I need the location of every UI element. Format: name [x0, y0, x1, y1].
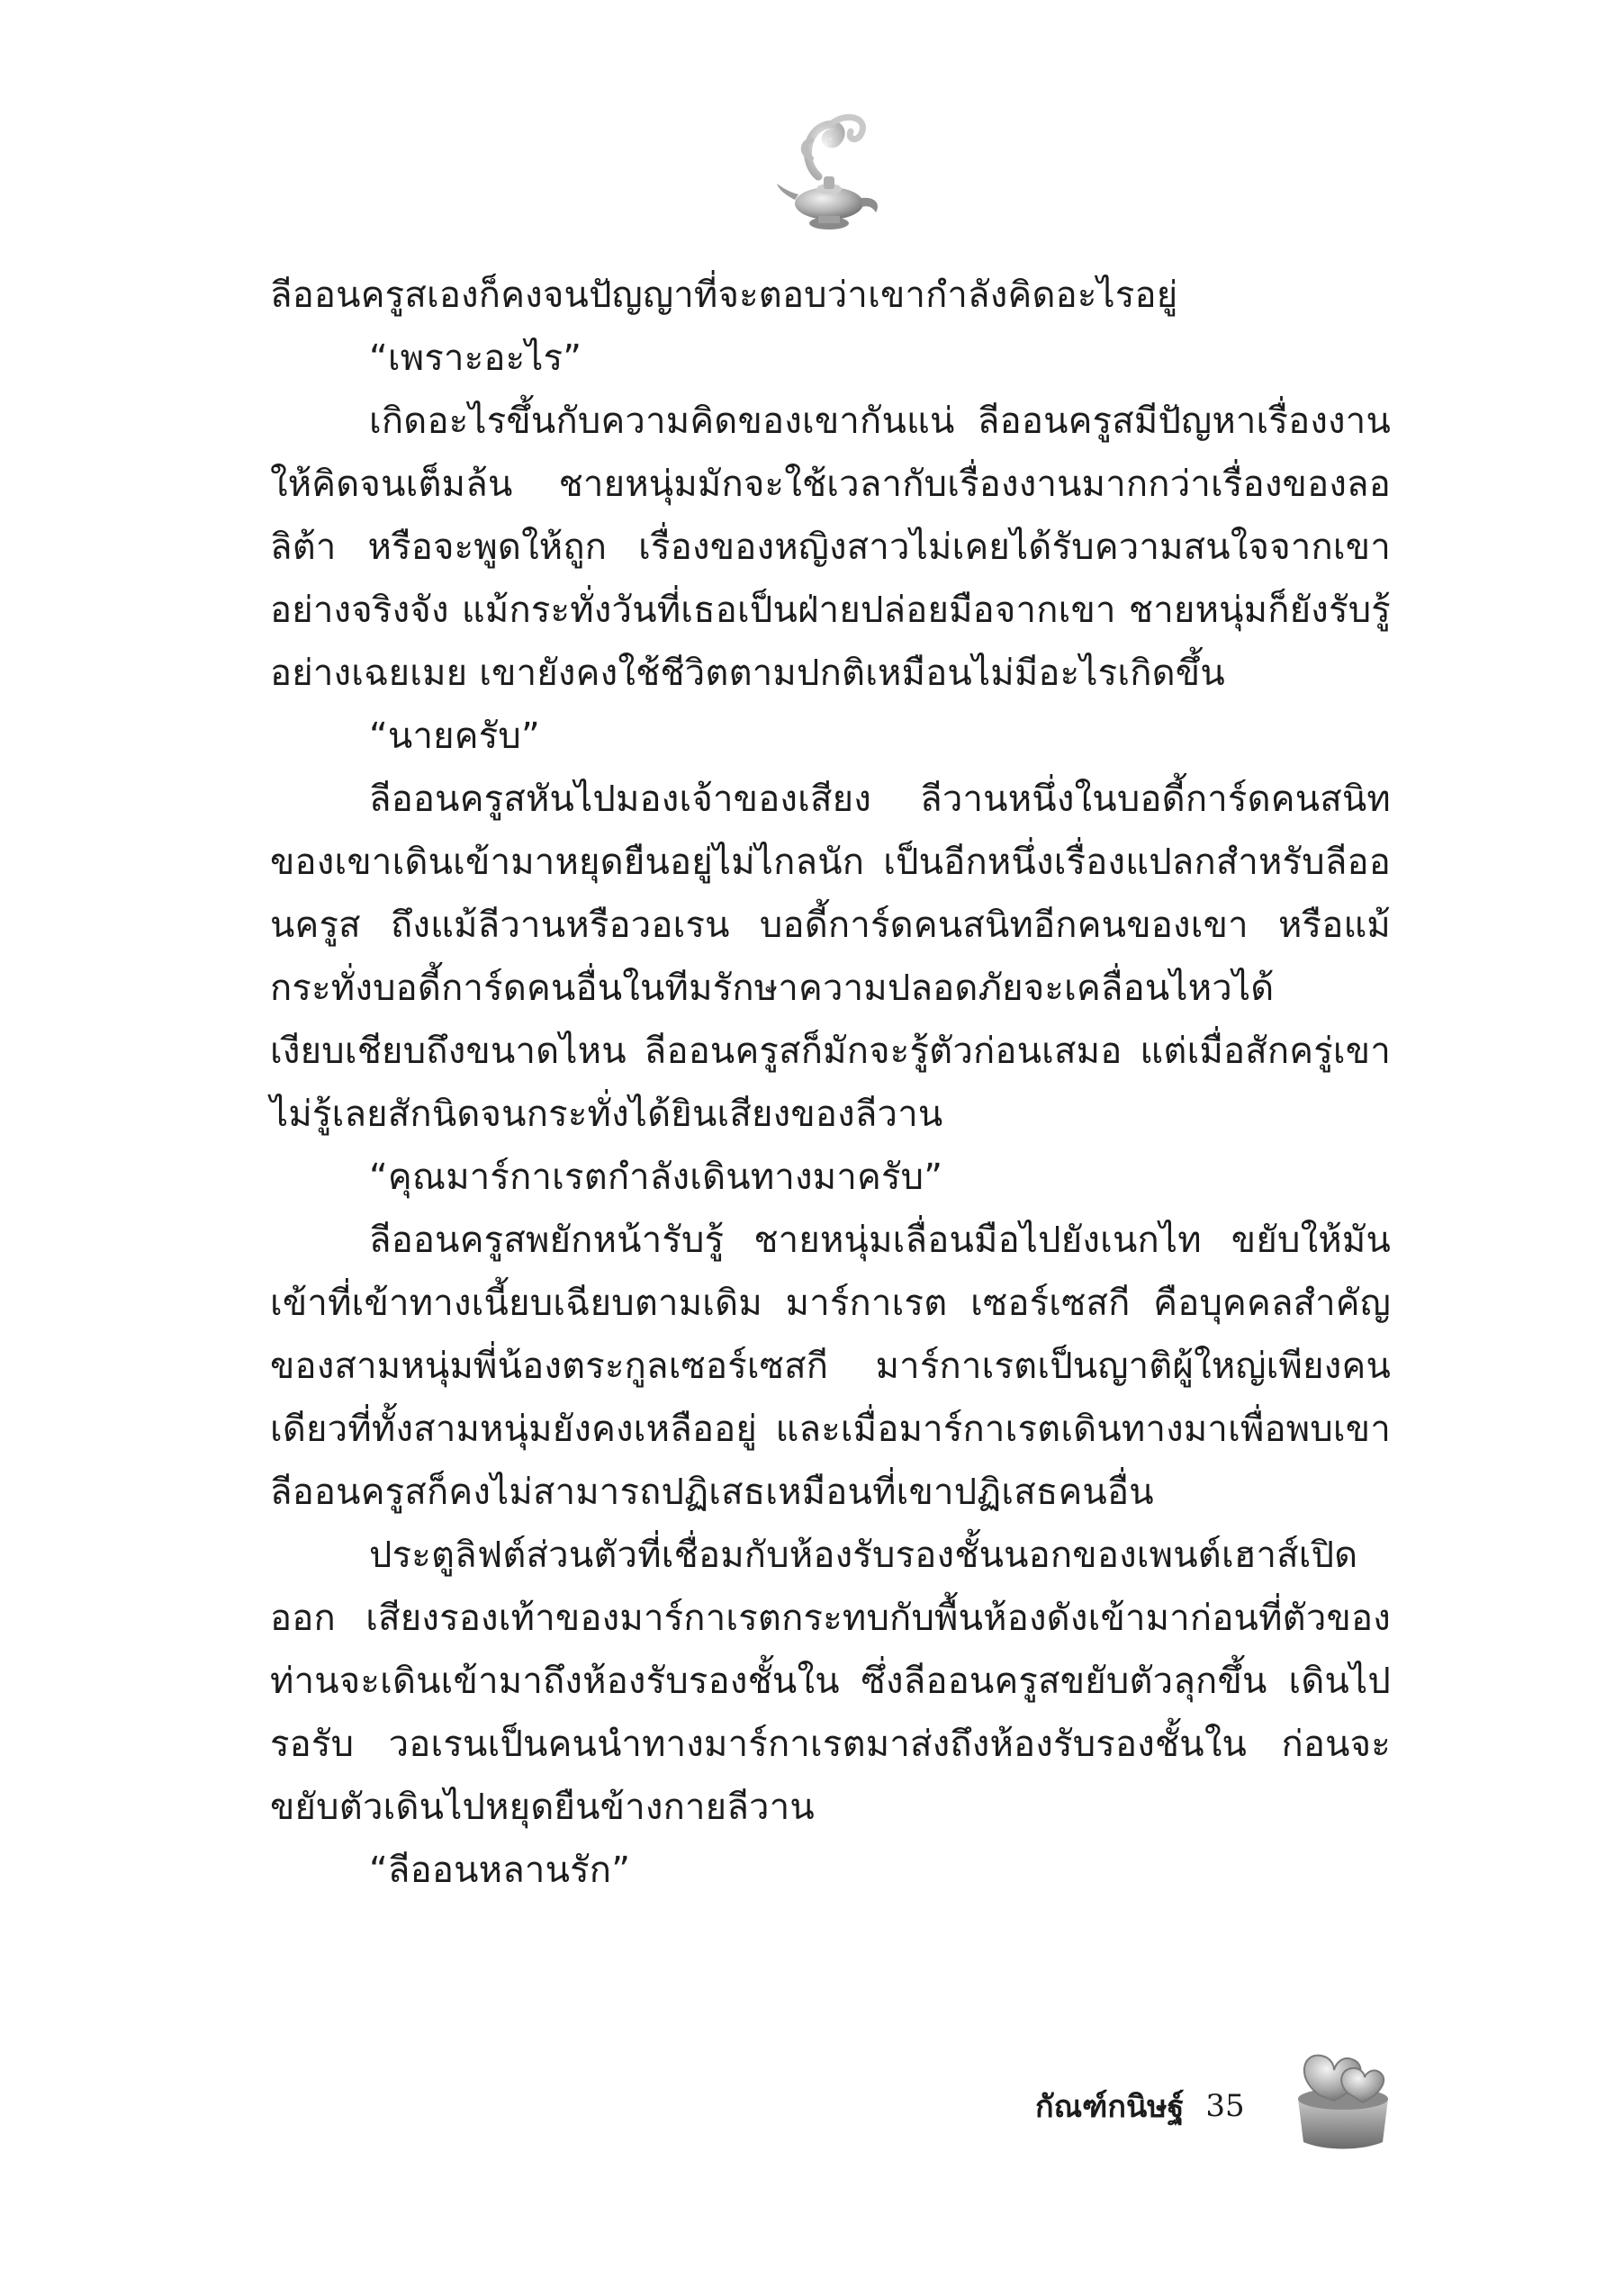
paragraph: ลีออนครูสหันไปมองเจ้าของเสียง ลีวานหนึ่งในบอดี้การ์ดคนสนิทของเขาเดินเข้ามาหยุดยืนอยู่ไม่ไกลนัก เป็นอีกหนึ่งเรื่องแปลกสำหรับลีออนครูส ถึงแม้ลีวานหรือวอเรน บอดี้การ์ดคนสนิทอีกคนของเขา หรือแม้กระทั่งบอดี้การ์ดคนอื่นในทีมรักษาความปลอดภัยจะเคลื่อนไหวได้เงียบเชียบถึงขนาดไหน ลีออนครูสก็มักจะรู้ตัวก่อนเสมอ แต่เมื่อสักครู่เขาไม่รู้เลยสักนิดจนกระทั่งได้ยินเสียงของลีวาน	[270, 779, 1391, 1135]
paragraph: ประตูลิฟต์ส่วนตัวที่เชื่อมกับห้องรับรองชั้นนอกของเพนต์เฮาส์เปิดออก เสียงรองเท้าของมาร์กาเรตกระทบกับพื้นห้องดังเข้ามาก่อนที่ตัวของท่านจะเดินเข้ามาถึงห้องรับรองชั้นใน ซึ่งลีออนครูสขยับตัวลุกขึ้น เดินไปรอรับ วอเรนเป็นคนนำทางมาร์กาเรตมาส่งถึงห้องรับรองชั้นใน ก่อนจะขยับตัวเดินไปหยุดยืนข้างกายลีวาน	[270, 1535, 1391, 1828]
body-text	[270, 264, 1391, 1902]
dialogue-line: “เพราะอะไร”	[369, 338, 582, 379]
paragraph: ลีออนครูสเองก็คงจนปัญญาที่จะตอบว่าเขากำลังคิดอะไรอยู่	[270, 275, 1178, 316]
dialogue-line: “ลีออนหลานรัก”	[369, 1850, 631, 1891]
heart-box-icon	[1289, 2036, 1397, 2153]
dialogue-line: “คุณมาร์กาเรตกำลังเดินทางมาครับ”	[369, 1157, 943, 1198]
book-title: กัณฑ์กนิษฐ์	[1035, 2089, 1185, 2125]
paragraph: ลีออนครูสพยักหน้ารับรู้ ชายหนุ่มเลื่อนมือไปยังเนกไท ขยับให้มันเข้าที่เข้าทางเนี้ยบเฉียบตามเดิม มาร์กาเรต เซอร์เซสกี คือบุคคลสำคัญของสามหนุ่มพี่น้องตระกูลเซอร์เซสกี มาร์กาเรตเป็นญาติผู้ใหญ่เพียงคนเดียวที่ทั้งสามหนุ่มยังคงเหลืออยู่ และเมื่อมาร์กาเรตเดินทางมาเพื่อพบเขา ลีออนครูสก็คงไม่สามารถปฏิเสธเหมือนที่เขาปฏิเสธคนอื่น	[270, 1220, 1391, 1513]
paragraph: เกิดอะไรขึ้นกับความคิดของเขากันแน่ ลีออนครูสมีปัญหาเรื่องงานให้คิดจนเต็มล้น ชายหนุ่มมักจะใช้เวลากับเรื่องงานมากกว่าเรื่องของลอลิต้า หรือจะพูดให้ถูก เรื่องของหญิงสาวไม่เคยได้รับความสนใจจากเขาอย่างจริงจัง แม้กระทั่งวันที่เธอเป็นฝ่ายปล่อยมือจากเขา ชายหนุ่มก็ยังรับรู้อย่างเฉยเมย เขายังคงใช้ชีวิตตามปกติเหมือนไม่มีอะไรเกิดขึ้น	[270, 401, 1391, 694]
dialogue-line: “นายครับ”	[369, 716, 540, 757]
genie-lamp-icon	[775, 106, 883, 241]
page-number: 35	[1205, 2088, 1245, 2124]
page-footer	[1035, 2070, 1245, 2142]
